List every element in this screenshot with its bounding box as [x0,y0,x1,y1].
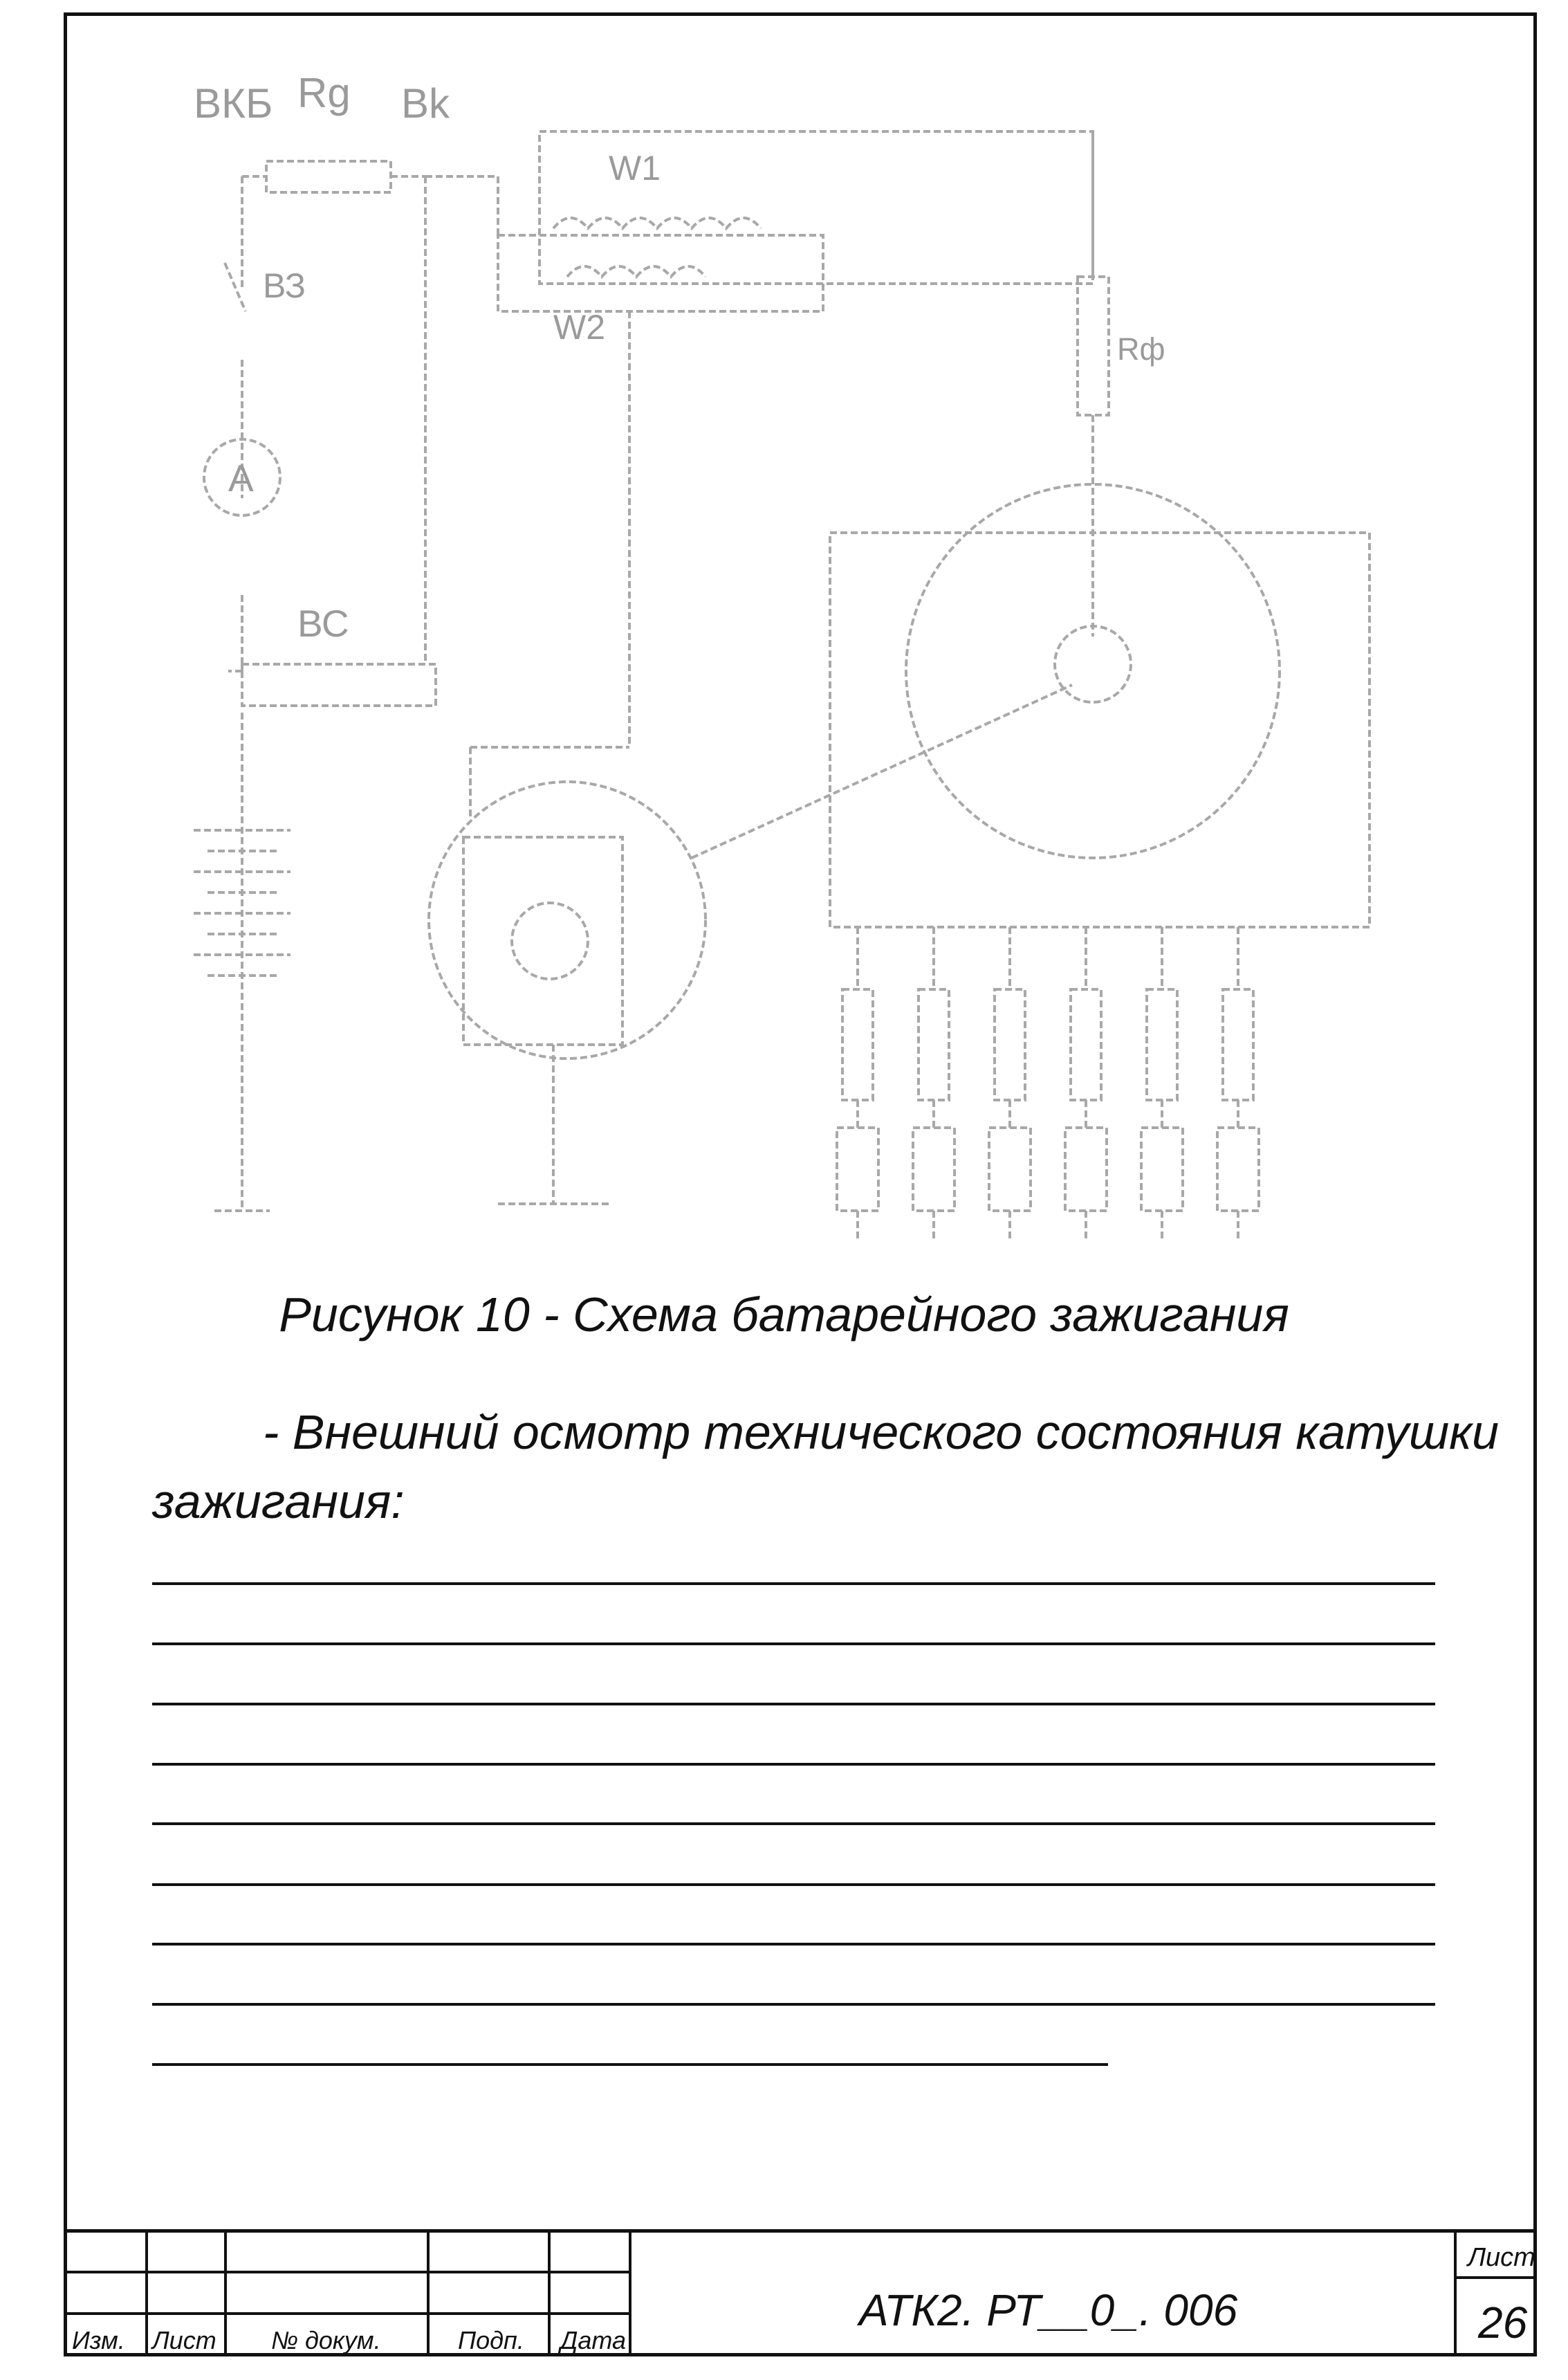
answer-line[interactable] [152,1763,1435,1766]
answer-line[interactable] [152,1582,1435,1585]
title-block [64,2229,1537,2356]
task-text-line1: - Внешний осмотр технического состояния катушки [263,1405,1500,1459]
sheet-number: 26 [1478,2298,1528,2347]
stamp-dokum-label: № докум. [271,2326,381,2354]
stamp-data-label: Дата [560,2326,626,2354]
answer-line[interactable] [152,1822,1435,1825]
label-w2: W2 [553,308,605,347]
answer-line[interactable] [152,1703,1435,1705]
answer-line[interactable] [152,1943,1435,1946]
stamp-podp-label: Подп. [458,2326,524,2354]
document-number: АТК2. РТ__0_. 006 [859,2285,1238,2335]
answer-line[interactable] [152,2003,1435,2006]
label-bk: Bk [401,80,450,127]
answer-line[interactable] [152,2063,1108,2066]
label-vkb: ВКБ [194,80,273,127]
label-vs: ВС [297,602,349,645]
answer-line[interactable] [152,1883,1435,1886]
label-ammeter: А [228,457,254,500]
stamp-list-label: Лист [152,2326,216,2354]
figure-caption: Рисунок 10 - Схема батарейного зажигания [279,1288,1289,1342]
stamp-izm-label: Изм. [72,2326,125,2354]
label-w1: W1 [609,149,661,187]
label-rf: Rф [1117,331,1165,367]
ignition-circuit-diagram [166,69,1411,1245]
task-text-line2: зажигания: [152,1474,405,1528]
sheet-label: Лист [1468,2243,1535,2272]
label-vz: ВЗ [263,266,306,305]
label-rd: Rg [297,70,351,116]
answer-line[interactable] [152,1642,1435,1645]
